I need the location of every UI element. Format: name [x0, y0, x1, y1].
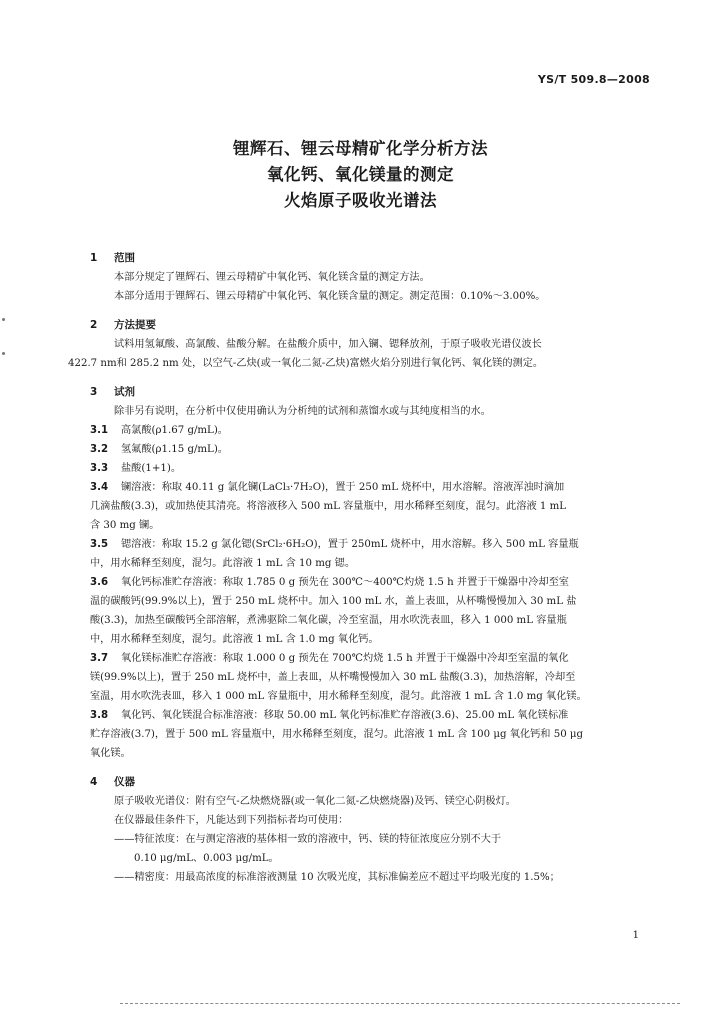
- paragraph-line: 含 30 mg 镧。: [90, 520, 160, 531]
- section-number: 1: [90, 252, 98, 264]
- reagent-text: 氧化镁标准贮存溶液：称取 1.000 0 g 预先在 700℃灼烧 1.5 h 并置于干燥器中冷却至室温的氧化: [121, 653, 569, 664]
- reagent-item: [90, 706, 655, 725]
- title-line-3: 火焰原子吸收光谱法: [284, 191, 437, 210]
- section-title: 试剂: [114, 386, 135, 398]
- reagent-item: [90, 535, 655, 554]
- clause-number: 3.2: [90, 444, 109, 455]
- scan-speck: [2, 318, 5, 321]
- paragraph-line: 试料用氢氟酸、高氯酸、盐酸分解。在盐酸介质中，加入镧、锶释放剂，于原子吸收光谱仪波长: [114, 339, 542, 350]
- reagent-item: [90, 649, 655, 668]
- section-number: 4: [90, 776, 98, 788]
- paragraph-line: 氧化镁。: [90, 748, 131, 759]
- reagent-text: 锶溶液：称取 15.2 g 氯化锶(SrCl₂·6H₂O)，置于 250mL 烧杯中，用水溶解。移入 500 mL 容量瓶: [121, 539, 579, 550]
- reagent-item: [90, 459, 655, 478]
- paragraph-line: 中，用水稀释至刻度，混匀。此溶液 1 mL 含 10 mg 锶。: [90, 558, 356, 569]
- section-heading-principle: [90, 315, 655, 335]
- reagent-item: [90, 478, 655, 497]
- section-heading-scope: [90, 248, 655, 268]
- paragraph-line: 镁(99.9%以上)，置于 250 mL 烧杯中，盖上表皿，从杯嘴慢慢加入 30 mL 盐酸(3.3)，加热溶解，冷却至: [90, 672, 576, 683]
- section-number: 2: [90, 319, 98, 331]
- section-title: 仪器: [114, 776, 135, 788]
- reagent-item: [90, 440, 655, 459]
- section-heading-apparatus: [90, 772, 655, 792]
- section-title: 方法提要: [114, 319, 156, 331]
- reagent-text: 盐酸(1+1)。: [121, 463, 182, 474]
- paragraph: 原子吸收光谱仪：附有空气-乙炔燃烧器(或一氧化二氮-乙炔燃烧器)及钙、镁空心阴极灯。: [114, 796, 516, 807]
- clause-number: 3.3: [90, 463, 109, 474]
- paragraph-line: 室温，用水吹洗表皿，移入 1 000 mL 容量瓶中，用水稀释至刻度，混匀。此溶液 1 mL 含 1.0 mg 氧化镁。: [90, 691, 587, 702]
- reagent-text: 镧溶液：称取 40.11 g 氯化镧(LaCl₃·7H₂O)，置于 250 mL 烧杯中，用水溶解。溶液浑浊时滴加: [121, 482, 565, 493]
- paragraph: 本部分规定了锂辉石、锂云母精矿中氧化钙、氧化镁含量的测定方法。: [114, 272, 430, 283]
- reagent-text: 氧化钙标准贮存溶液：称取 1.785 0 g 预先在 300℃～400℃灼烧 1.5 h 并置于干燥器中冷却至室: [121, 577, 569, 588]
- reagent-text: 氧化钙、氧化镁混合标准溶液：移取 50.00 mL 氧化钙标准贮存溶液(3.6)、25.00 mL 氧化镁标准: [121, 710, 569, 721]
- dash-list-item: ——精密度：用最高浓度的标准溶液测量 10 次吸光度，其标准偏差应不超过平均吸光度的 1.5%；: [114, 872, 560, 883]
- paragraph-line: 几滴盐酸(3.3)，或加热使其清亮。将溶液移入 500 mL 容量瓶中，用水稀释至刻度，混匀。此溶液 1 mL: [90, 501, 567, 512]
- scan-speck: [2, 352, 5, 355]
- title-line-2: 氧化钙、氧化镁量的测定: [267, 165, 454, 184]
- paragraph-line: 贮存溶液(3.7)，置于 500 mL 容量瓶中，用水稀释至刻度，混匀。此溶液 1 mL 含 100 μg 氧化钙和 50 μg: [90, 729, 584, 740]
- section-number: 3: [90, 386, 98, 398]
- paragraph: 除非另有说明，在分析中仅使用确认为分析纯的试剂和蒸馏水或与其纯度相当的水。: [114, 406, 491, 417]
- paragraph: 本部分适用于锂辉石、锂云母精矿中氧化钙、氧化镁含量的测定。测定范围：0.10%～3.00%。: [114, 291, 546, 302]
- clause-number: 3.4: [90, 482, 109, 493]
- reagent-item: [90, 573, 655, 592]
- clause-number: 3.8: [90, 710, 109, 721]
- clause-number: 3.6: [90, 577, 109, 588]
- standard-number: YS/T 509.8—2008: [537, 73, 650, 86]
- reagent-text: 氢氟酸(ρ1.15 g/mL)。: [121, 444, 228, 455]
- clause-number: 3.1: [90, 425, 109, 436]
- section-title: 范围: [114, 252, 135, 264]
- clause-number: 3.7: [90, 653, 109, 664]
- paragraph-line: 中，用水稀释至刻度，混匀。此溶液 1 mL 含 1.0 mg 氧化钙。: [90, 634, 379, 645]
- paragraph: 在仪器最佳条件下，凡能达到下列指标者均可使用：: [114, 815, 349, 826]
- dash-list-continuation: 0.10 μg/mL、0.003 μg/mL。: [134, 853, 279, 864]
- document-body: [68, 248, 655, 887]
- document-title: [0, 136, 721, 214]
- paragraph-line: 温的碳酸钙(99.9%以上)，置于 250 mL 烧杯中。加入 100 mL 水，盖上表皿，从杯嘴慢慢加入 30 mL 盐: [90, 596, 577, 607]
- scan-edge-line: [120, 1003, 680, 1004]
- page-number: 1: [632, 930, 639, 941]
- title-line-1: 锂辉石、锂云母精矿化学分析方法: [233, 139, 488, 158]
- dash-list-item: ——特征浓度：在与测定溶液的基体相一致的溶液中，钙、镁的特征浓度应分别不大于: [114, 834, 502, 845]
- reagent-item: [90, 421, 655, 440]
- clause-number: 3.5: [90, 539, 109, 550]
- paragraph-line: 422.7 nm和 285.2 nm 处，以空气-乙炔(或一氧化二氮-乙炔)富燃火焰分别进行氧化钙、氧化镁的测定。: [68, 358, 544, 369]
- reagent-text: 高氯酸(ρ1.67 g/mL)。: [121, 425, 228, 436]
- paragraph-line: 酸(3.3)，加热至碳酸钙全部溶解，煮沸驱除二氧化碳，冷至室温，用水吹洗表皿，移入 1 000 mL 容量瓶: [90, 615, 567, 626]
- section-heading-reagents: [90, 382, 655, 402]
